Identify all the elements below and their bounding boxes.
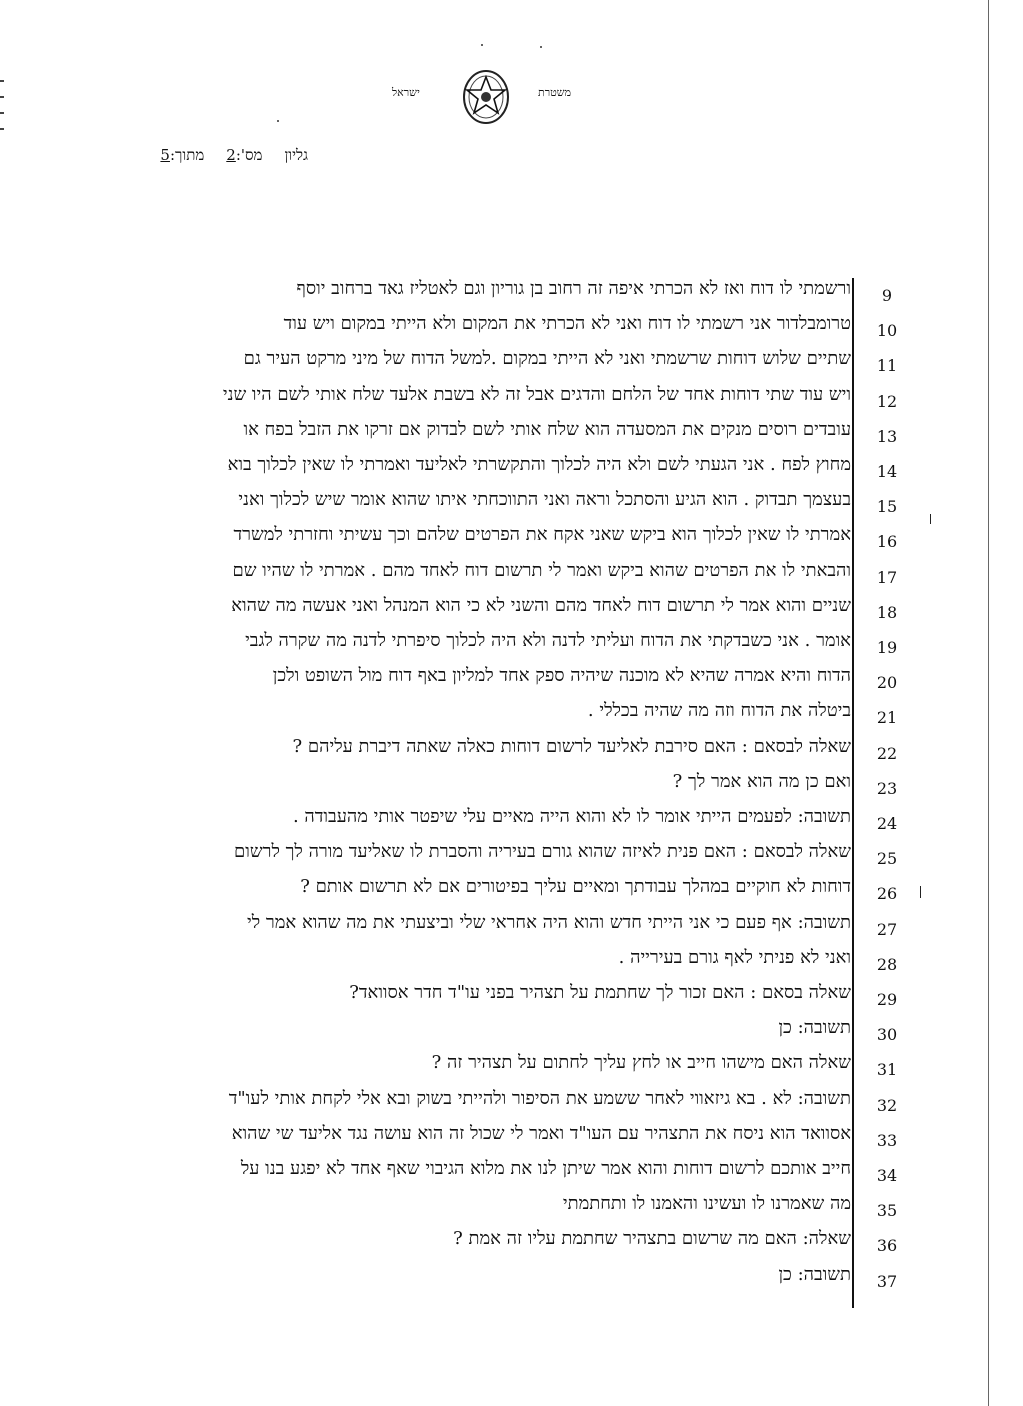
scan-edge-mark: [0, 112, 4, 114]
line-number: 31: [876, 1060, 898, 1080]
line-number: 20: [876, 673, 898, 693]
transcript-line: [0, 806, 1023, 836]
line-number: 15: [876, 497, 898, 517]
transcript-line: [0, 841, 1023, 871]
org-name-left: ישראל: [392, 86, 420, 99]
of-label: מתוך:: [169, 146, 205, 164]
line-number: 9: [881, 286, 893, 305]
transcript-line: [0, 1052, 1023, 1082]
transcript-line: [0, 947, 1023, 977]
line-text: תשובה: אף פעם כי אני הייתי חדש והוא היה אחראי שלי וביצעתי את מה שהוא אמר לי: [247, 911, 851, 933]
line-text: שאלה לבסאם : האם פנית לאיזה שהוא גורם בעיריה והסברת לו שאליעד מורה לך לרשום: [234, 841, 851, 863]
transcript-line: [0, 982, 1023, 1012]
line-text: ויש עוד שתי דוחות אחד של הלחם והדגים אבל זה לא בשבת אלעד שלח אותי לשם היו שני: [222, 383, 851, 405]
scan-edge-mark: [0, 96, 4, 98]
org-name-right: משטרת: [538, 86, 572, 99]
line-text: ורשמתי לו דוח ואז לא הכרתי איפה זה רחוב בן גוריון וגם לאטליז גאד ברחוב יוסף: [296, 278, 851, 299]
line-text: שניים והוא אמר לי תרשום דוח לאחד מהם והשני לא כי הוא המנהל ואני אעשה מה שהוא: [231, 594, 851, 616]
line-text: בעצמך תבדוק . הוא הגיע והסתכל וראה ואני התווכחתי איתו שהוא אומר שיש לכלוך ואני: [238, 489, 851, 511]
line-text: תשובה: כן: [778, 1017, 851, 1039]
scan-speck: [277, 120, 279, 122]
line-number: 34: [876, 1166, 898, 1185]
transcript-line: [0, 630, 1023, 660]
sheet-label: גליון: [284, 146, 308, 164]
line-number: 14: [876, 462, 898, 481]
sheet-number: [226, 146, 262, 165]
line-number: 27: [876, 919, 898, 939]
transcript-line: [0, 595, 1023, 625]
line-number: 21: [876, 708, 898, 728]
sheet-info: [108, 146, 308, 165]
page-header: [0, 0, 1023, 200]
transcript-line: [0, 560, 1023, 590]
transcript-line: [0, 489, 1023, 519]
line-number: 12: [876, 391, 898, 411]
line-text: מחוץ לפח . אני הגעתי לשם ולא היה לכלוך והתקשרתי לאליעד ואמרתי לו שאין לכלוך בוא: [227, 454, 851, 475]
line-number: 32: [876, 1095, 898, 1115]
line-text: טרומבלדור אני רשמתי לו דוח ואני לא הכרתי את המקום ולא הייתי במקום ויש עוד: [283, 313, 851, 335]
transcript-line: [0, 912, 1023, 942]
line-text: הדוח והיא אמרה שהיא לא מוכנה שיהיה ספק אחד למליון באף דוח מול השופט ולכן: [272, 665, 851, 687]
line-text: אומר . אני כשבדקתי את הדוח ועליתי לדנה ולא היה לכלוך סיפרתי לדנה מה שקרה לגבי: [245, 630, 851, 651]
line-number: 19: [876, 638, 898, 657]
line-number: 28: [876, 954, 898, 974]
line-text: ואני לא פניתי לאף גורם בעירייה .: [618, 946, 851, 968]
transcript-line: [0, 771, 1023, 801]
line-text: אמרתי לו שאין לכלוך הוא ביקש שאני אקח את הפרטים שלהם וכך עשיתי וחזרתי למשרד: [233, 524, 851, 546]
scan-edge-mark: [0, 128, 4, 130]
line-text: שאלה: האם מה שרשום בתצהיר שחתמת עליו זה אמת ?: [453, 1228, 851, 1250]
line-text: שתיים שלוש דוחות שרשמתי ואני לא הייתי במקום .למשל הדוח של מיני מרקט העיר גם: [243, 348, 851, 370]
transcript-line: [0, 700, 1023, 730]
transcript-line: [0, 665, 1023, 695]
line-number: 33: [876, 1130, 898, 1150]
transcript-line: [0, 313, 1023, 343]
transcript-line: [0, 1123, 1023, 1153]
line-number: 13: [876, 426, 898, 446]
transcript-line: [0, 1088, 1023, 1118]
line-text: שאלה לבסאם : האם סירבת לאליעד לרשום דוחות כאלה שאתה דיברת עליהם ?: [292, 735, 851, 757]
line-number: 25: [876, 849, 898, 869]
line-number: 17: [876, 567, 898, 587]
line-text: אסוואד הוא ניסח את התצהיר עם העו"ד ואמר לי שכול זה הוא עושה נגד אליעד שי שהוא: [231, 1122, 851, 1144]
transcript-line: [0, 454, 1023, 484]
line-number: 26: [876, 884, 898, 904]
transcript-line: [0, 524, 1023, 554]
line-number: 16: [876, 532, 898, 552]
scan-edge-mark: [0, 80, 4, 82]
line-number: 10: [876, 321, 898, 341]
transcript-line: [0, 419, 1023, 449]
transcript-line: [0, 1264, 1023, 1294]
line-text: ביטלה את הדוח וזה מה שהיה בכללי .: [587, 700, 851, 722]
line-text: שאלה בסאם : האם זכור לך שחתמת על תצהיר בפני עו"ד חדר אסוואד?: [349, 982, 851, 1003]
transcript-line: [0, 1017, 1023, 1047]
line-number: 22: [876, 743, 898, 763]
transcript-line: [0, 348, 1023, 378]
transcript-line: [0, 278, 1023, 308]
number-label: מס':: [235, 146, 263, 164]
police-emblem-icon: [461, 68, 511, 126]
transcript-line: [0, 384, 1023, 414]
line-number: 29: [876, 990, 898, 1009]
line-number: 18: [876, 602, 898, 622]
scan-speck: [481, 44, 483, 46]
line-number: 23: [876, 778, 898, 798]
line-number: 30: [876, 1025, 898, 1045]
line-text: והבאתי לו את הפרטים שהוא ביקש ואמר לי תרשום דוח לאחד מהם . אמרתי לו שהיו שם: [232, 559, 851, 581]
line-text: דוחות לא חוקיים במהלך עבודתך ומאיים עליך בפיטורים אם לא תרשום אותם ?: [300, 876, 851, 898]
scan-speck: [540, 46, 542, 48]
number-value: 2: [226, 146, 236, 164]
line-text: שאלה האם מישהו חייב או לחץ עליך לחתום על תצהיר זה ?: [431, 1052, 851, 1074]
transcript-line: [0, 876, 1023, 906]
transcript-line: [0, 736, 1023, 766]
line-number: 24: [876, 814, 898, 833]
transcript-line: [0, 1228, 1023, 1258]
line-text: תשובה: לפעמים הייתי אומר לו לא והוא הייה מאיים עלי שיפטר אותי מהעבודה .: [292, 806, 851, 827]
transcript-line: [0, 1193, 1023, 1223]
line-number: 35: [876, 1201, 898, 1221]
line-text: תשובה: כן: [778, 1263, 851, 1285]
of-value: 5: [160, 146, 170, 164]
line-text: תשובה: לא . בא גיזאווי לאחר ששמע את הסיפור ולהייתי בשוק ובא אלי לקחת אותי לעו"ד: [228, 1087, 851, 1109]
transcript-line: [0, 1158, 1023, 1188]
line-text: חייב אותכם לרשום דוחות והוא אמר שיתן לנו את מלוא הגיבוי שאף אחד לא יפגע בנו על: [240, 1158, 851, 1179]
line-number: 36: [876, 1236, 898, 1256]
line-number: 37: [876, 1271, 898, 1291]
line-number: 11: [876, 356, 898, 376]
line-text: מה שאמרנו לו ועשינו והאמנו לו ותחתמתי: [562, 1193, 851, 1215]
line-text: עובדים רוסים מנקים את המסעדה הוא שלח אותי לשם לבדוק אם זרקו את הזבל בפח או: [243, 418, 851, 440]
sheet-total: [160, 146, 204, 165]
line-text: ואם כן מה הוא אמר לך ?: [672, 770, 851, 792]
